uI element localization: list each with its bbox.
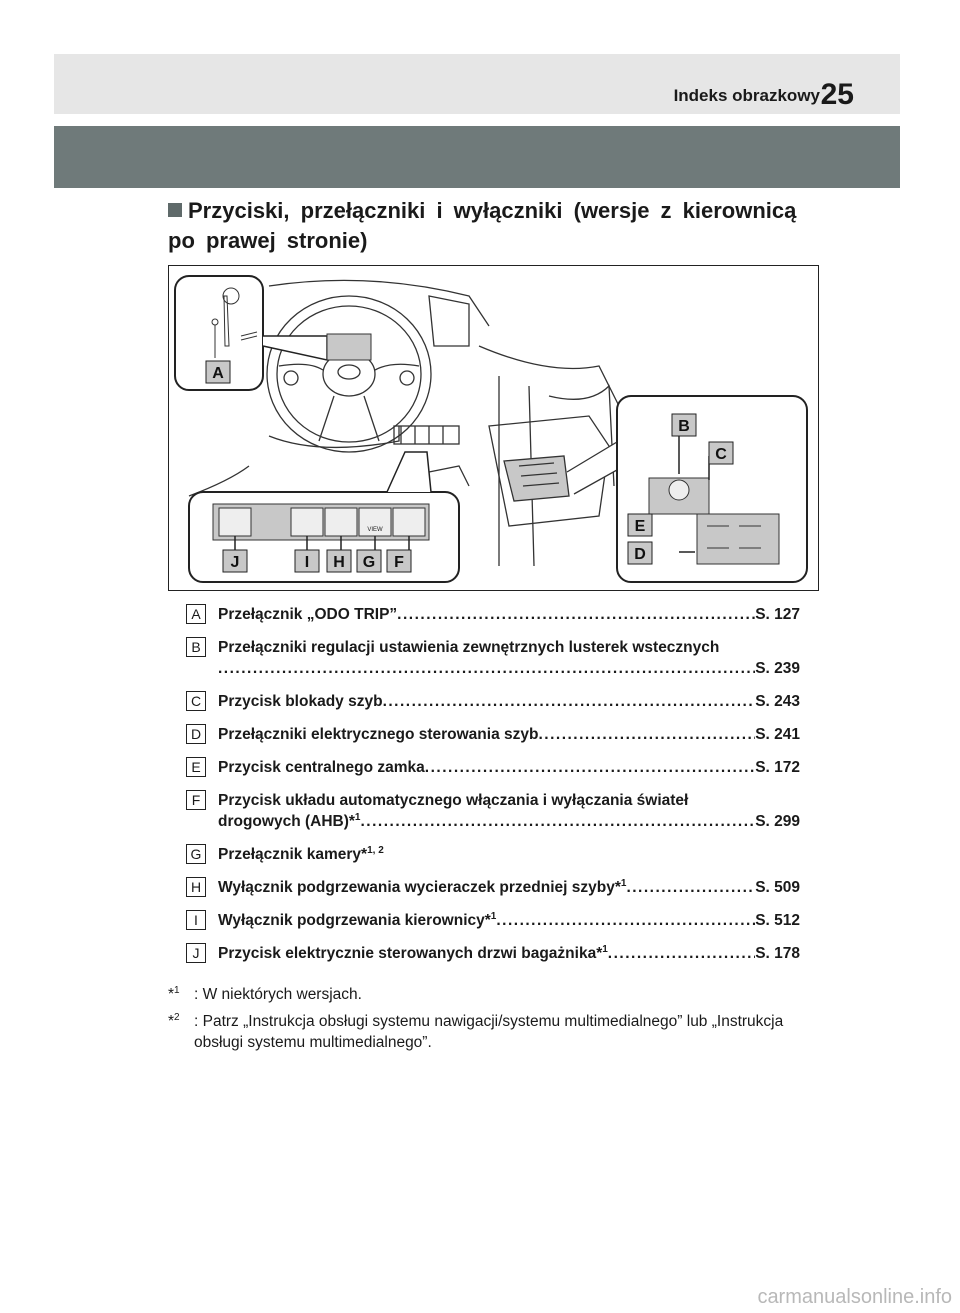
section-band	[54, 126, 900, 188]
legend-page: S. 243	[755, 693, 800, 710]
steering-wheel-rim	[267, 296, 431, 452]
legend-badge: D	[186, 724, 206, 744]
footnote-text: : Patrz „Instrukcja obsługi systemu nawigacji/systemu multimedialnego” lub „Instrukcja obsługi systemu multimedialnego”.	[194, 1013, 784, 1051]
section-heading-text: Przyciski, przełączniki i wyłączniki (wersje z kierownicą po prawej stronie)	[168, 198, 797, 253]
legend-sup: 1	[602, 943, 608, 955]
view-label: VIEW	[367, 527, 383, 533]
callout-panel-a	[175, 276, 371, 390]
callout-label-a: A	[212, 365, 224, 382]
callout-label-i: I	[304, 554, 310, 571]
legend-item-c	[186, 691, 800, 712]
legend-text: Wyłącznik podgrzewania wycieraczek przedniej szyby*	[218, 879, 621, 896]
footnote-mark: *	[168, 1013, 175, 1030]
legend-page: S. 512	[755, 912, 800, 929]
footnotes	[168, 984, 808, 1059]
callout-label-h: H	[333, 554, 345, 571]
legend-text-line2: drogowych (AHB)*	[218, 813, 355, 830]
footnote-2	[168, 1011, 808, 1053]
footnote-1	[168, 984, 808, 1005]
legend-item-d	[186, 724, 800, 745]
legend-badge: A	[186, 604, 206, 624]
legend-sup: 1	[490, 910, 497, 922]
dashboard-figure	[168, 265, 819, 591]
legend-badge: C	[186, 691, 206, 711]
legend-text: Wyłącznik podgrzewania kierownicy*	[218, 912, 491, 929]
legend-page: S. 239	[755, 660, 800, 677]
center-switch-bank	[394, 426, 459, 444]
legend-badge: F	[186, 790, 206, 810]
footnote-text: : W niektórych wersjach.	[194, 986, 362, 1003]
legend-page: S. 509	[755, 879, 800, 896]
legend-badge: B	[186, 637, 206, 657]
legend-sup: 1, 2	[367, 844, 384, 856]
callout-label-b: B	[678, 418, 690, 435]
legend-sup: 1	[354, 811, 361, 823]
air-vent	[429, 296, 469, 346]
callout-label-g: G	[362, 554, 376, 571]
legend-item-i	[186, 910, 800, 931]
legend-text: Przełącznik kamery*	[218, 846, 368, 863]
legend-item-b	[186, 637, 800, 679]
legend-page: S. 127	[755, 606, 800, 623]
legend-badge: H	[186, 877, 206, 897]
legend-item-j	[186, 943, 800, 964]
legend-item-f	[186, 790, 800, 832]
dashboard-illustration	[169, 266, 819, 591]
page-number: 25	[820, 78, 854, 111]
footnote-sup: 1	[174, 984, 180, 996]
legend-text: Przycisk układu automatycznego włączania i wyłączania świateł	[218, 792, 689, 809]
footnote-mark: *	[168, 986, 175, 1003]
heading-square-icon	[168, 203, 182, 217]
legend-item-e	[186, 757, 800, 778]
legend-sup: 1	[620, 877, 627, 889]
section-heading	[168, 196, 818, 256]
legend-badge: J	[186, 943, 206, 963]
legend-item-g	[186, 844, 800, 865]
legend-text: Przełączniki regulacji ustawienia zewnętrznych lusterek wstecznych	[218, 639, 720, 656]
legend-item-a	[186, 604, 800, 625]
callout-label-c: C	[715, 446, 727, 463]
callout-label-f: F	[394, 554, 404, 571]
callout-label-d: D	[634, 546, 646, 563]
legend-page: S. 241	[755, 726, 800, 743]
legend-text: Przełącznik „ODO TRIP”	[218, 606, 398, 623]
callout-label-e: E	[634, 518, 646, 535]
legend-text: Przycisk blokady szyb	[218, 693, 383, 710]
legend-page: S. 299	[755, 813, 800, 830]
legend-badge: E	[186, 757, 206, 777]
watermark: carmanualsonline.info	[757, 1286, 952, 1308]
legend-badge: I	[186, 910, 206, 930]
legend-text: Przycisk elektrycznie sterowanych drzwi bagażnika*	[218, 945, 603, 962]
legend-item-h	[186, 877, 800, 898]
callout-label-j: J	[230, 554, 240, 571]
legend-badge: G	[186, 844, 206, 864]
legend-page: S. 178	[755, 945, 800, 962]
header-title: Indeks obrazkowy	[673, 86, 820, 105]
footnote-sup: 2	[174, 1011, 180, 1023]
legend-text: Przycisk centralnego zamka	[218, 759, 425, 776]
legend-page: S. 172	[755, 759, 800, 776]
legend-text: Przełączniki elektrycznego sterowania szyb	[218, 726, 539, 743]
legend-list	[186, 604, 800, 976]
